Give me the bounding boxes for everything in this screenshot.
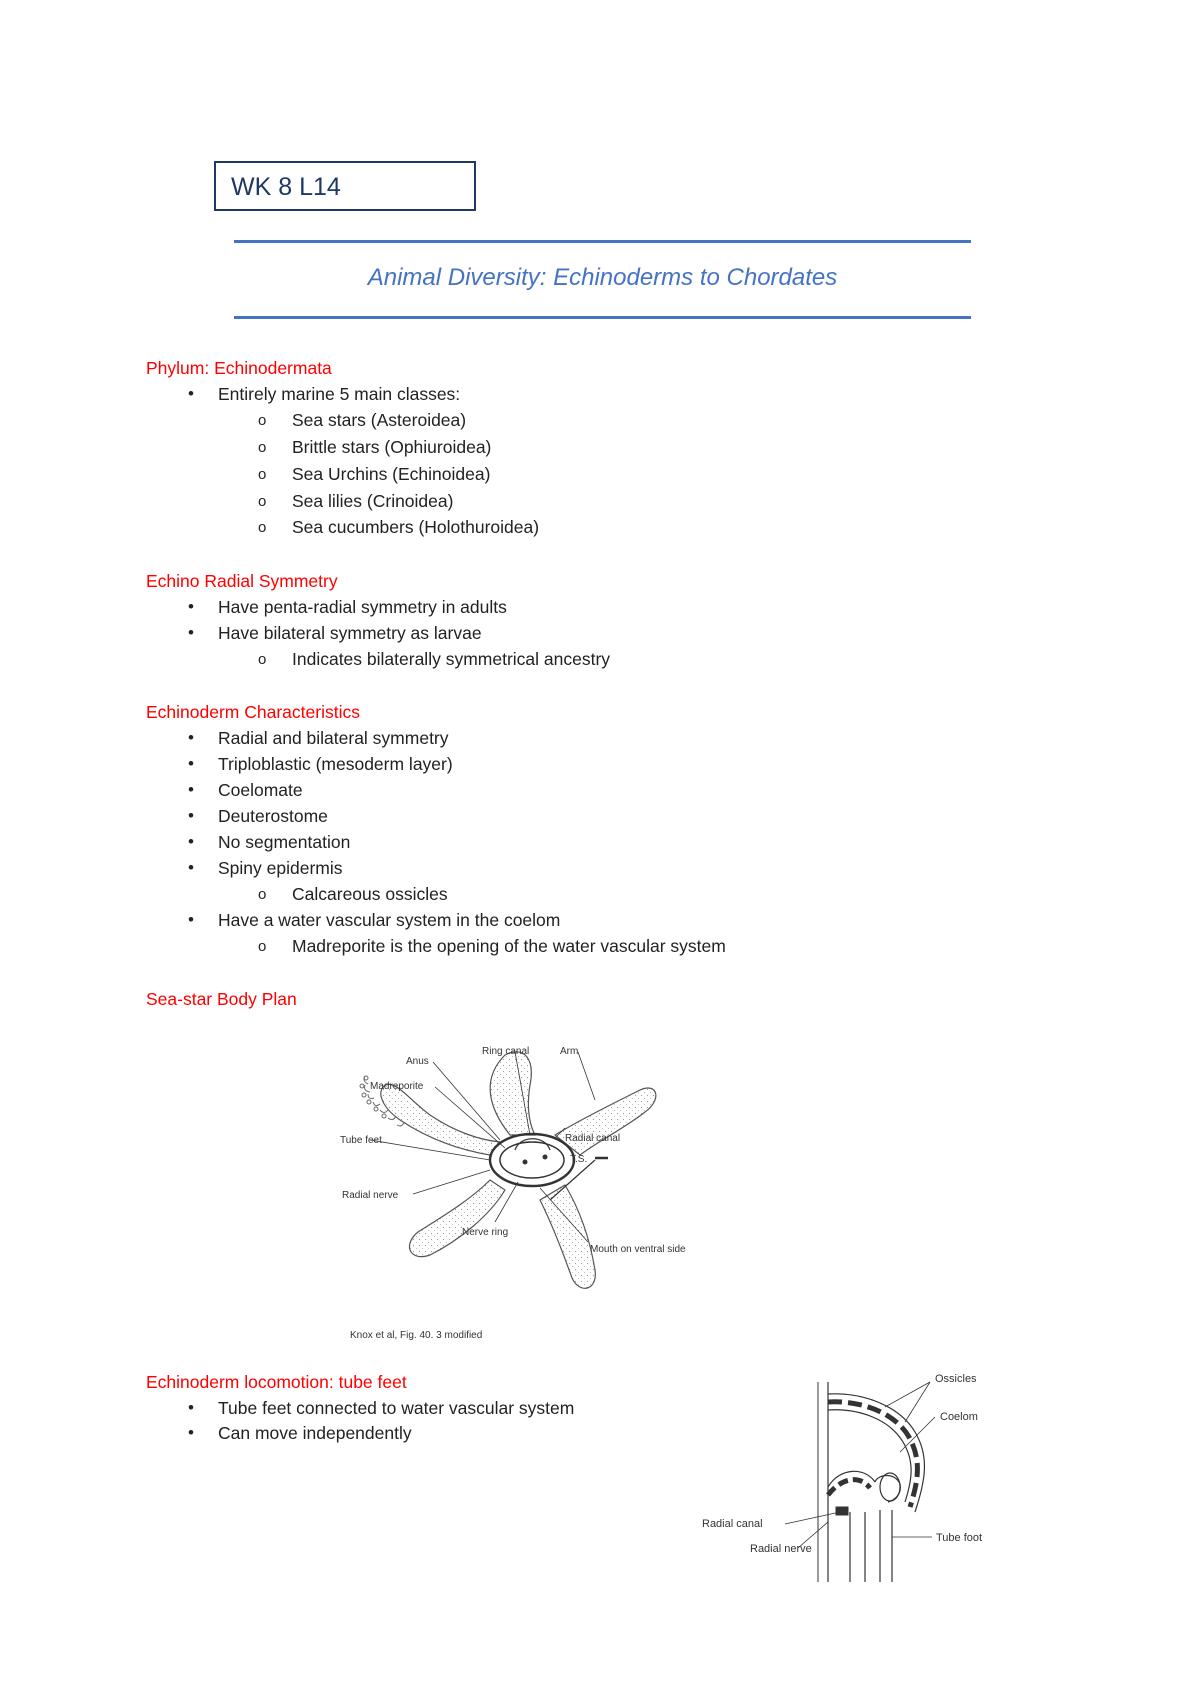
list-item: o Sea Urchins (Echinoidea) xyxy=(258,464,491,484)
body-wall xyxy=(818,1382,924,1582)
list-item: o Calcareous ossicles xyxy=(258,884,448,904)
label-coelom: Coelom xyxy=(940,1411,978,1423)
bullet: • xyxy=(188,780,194,799)
bullet: • xyxy=(188,728,194,747)
list-item: • Have bilateral symmetry as larvae xyxy=(188,623,482,643)
bullet: • xyxy=(188,384,194,403)
list-item: • Tube feet connected to water vascular system xyxy=(188,1398,575,1418)
list-item: • Triploblastic (mesoderm layer) xyxy=(188,754,453,774)
bullet: • xyxy=(188,623,194,642)
bullet: • xyxy=(188,832,194,851)
label-ring-canal: Ring canal xyxy=(482,1046,530,1057)
list-item: • Spiny epidermis xyxy=(188,858,343,878)
bullet: • xyxy=(188,754,194,773)
section-heading-characteristics: Echinoderm Characteristics xyxy=(146,702,360,722)
bullet: o xyxy=(258,412,267,429)
section-heading-locomotion: Echinoderm locomotion: tube feet xyxy=(146,1372,407,1392)
bullet: o xyxy=(258,651,267,668)
seastar-diagram xyxy=(340,1040,760,1345)
lecture-label-box xyxy=(214,161,476,211)
label-anus: Anus xyxy=(406,1056,429,1067)
section-heading-phylum: Phylum: Echinodermata xyxy=(146,358,332,378)
label-radial-nerve: Radial nerve xyxy=(342,1190,399,1201)
list-item: o Madreporite is the opening of the water vascular system xyxy=(258,936,726,956)
list-item: o Sea cucumbers (Holothuroidea) xyxy=(258,517,540,537)
label-radial-nerve-tf: Radial nerve xyxy=(750,1543,812,1555)
central-disc xyxy=(490,1134,574,1186)
list-item: o Sea lilies (Crinoidea) xyxy=(258,491,454,511)
bullet: • xyxy=(188,597,194,616)
list-item: • Entirely marine 5 main classes: xyxy=(188,384,461,404)
label-mouth: Mouth on ventral side xyxy=(590,1244,686,1255)
label-radial-canal-tf: Radial canal xyxy=(702,1518,763,1530)
section-heading-body-plan: Sea-star Body Plan xyxy=(146,989,297,1009)
label-madreporite: Madreporite xyxy=(370,1081,424,1092)
section-heading-radial-symmetry: Echino Radial Symmetry xyxy=(146,571,338,591)
bullet: • xyxy=(188,1398,194,1417)
bullet: o xyxy=(258,519,267,536)
lecture-label: WK 8 L14 xyxy=(231,173,341,201)
list-item: • Radial and bilateral symmetry xyxy=(188,728,449,748)
list-item: o Sea stars (Asteroidea) xyxy=(258,410,467,430)
list-item: o Brittle stars (Ophiuroidea) xyxy=(258,437,492,457)
bullet: o xyxy=(258,886,267,903)
label-ossicles: Ossicles xyxy=(935,1373,977,1385)
bullet: o xyxy=(258,466,267,483)
bullet: • xyxy=(188,1423,194,1442)
label-tube-feet: Tube feet xyxy=(340,1135,382,1146)
list-item: • Have penta-radial symmetry in adults xyxy=(188,597,507,617)
list-item: • Coelomate xyxy=(188,780,303,800)
bullet: o xyxy=(258,493,267,510)
title-rule-bottom xyxy=(234,316,971,319)
label-nerve-ring: Nerve ring xyxy=(462,1227,509,1238)
bullet: o xyxy=(258,938,267,955)
tube-foot-diagram xyxy=(700,1362,1030,1592)
title-rule-top xyxy=(234,240,971,243)
list-item: • Deuterostome xyxy=(188,806,328,826)
figure-caption: Knox et al, Fig. 40. 3 modified xyxy=(350,1330,483,1341)
label-arm: Arm xyxy=(560,1046,579,1057)
document-title: Animal Diversity: Echinoderms to Chordates xyxy=(367,264,838,291)
bullet: • xyxy=(188,910,194,929)
list-item: • No segmentation xyxy=(188,832,351,852)
list-item: • Can move independently xyxy=(188,1423,412,1443)
list-item: o Indicates bilaterally symmetrical ancestry xyxy=(258,649,611,669)
label-tube-foot: Tube foot xyxy=(936,1532,983,1544)
list-item: • Have a water vascular system in the coelom xyxy=(188,910,561,930)
label-radial-canal: Radial canal xyxy=(565,1133,621,1144)
bullet: • xyxy=(188,806,194,825)
label-ts: T.S. xyxy=(570,1154,588,1165)
bullet: • xyxy=(188,858,194,877)
bullet: o xyxy=(258,439,267,456)
